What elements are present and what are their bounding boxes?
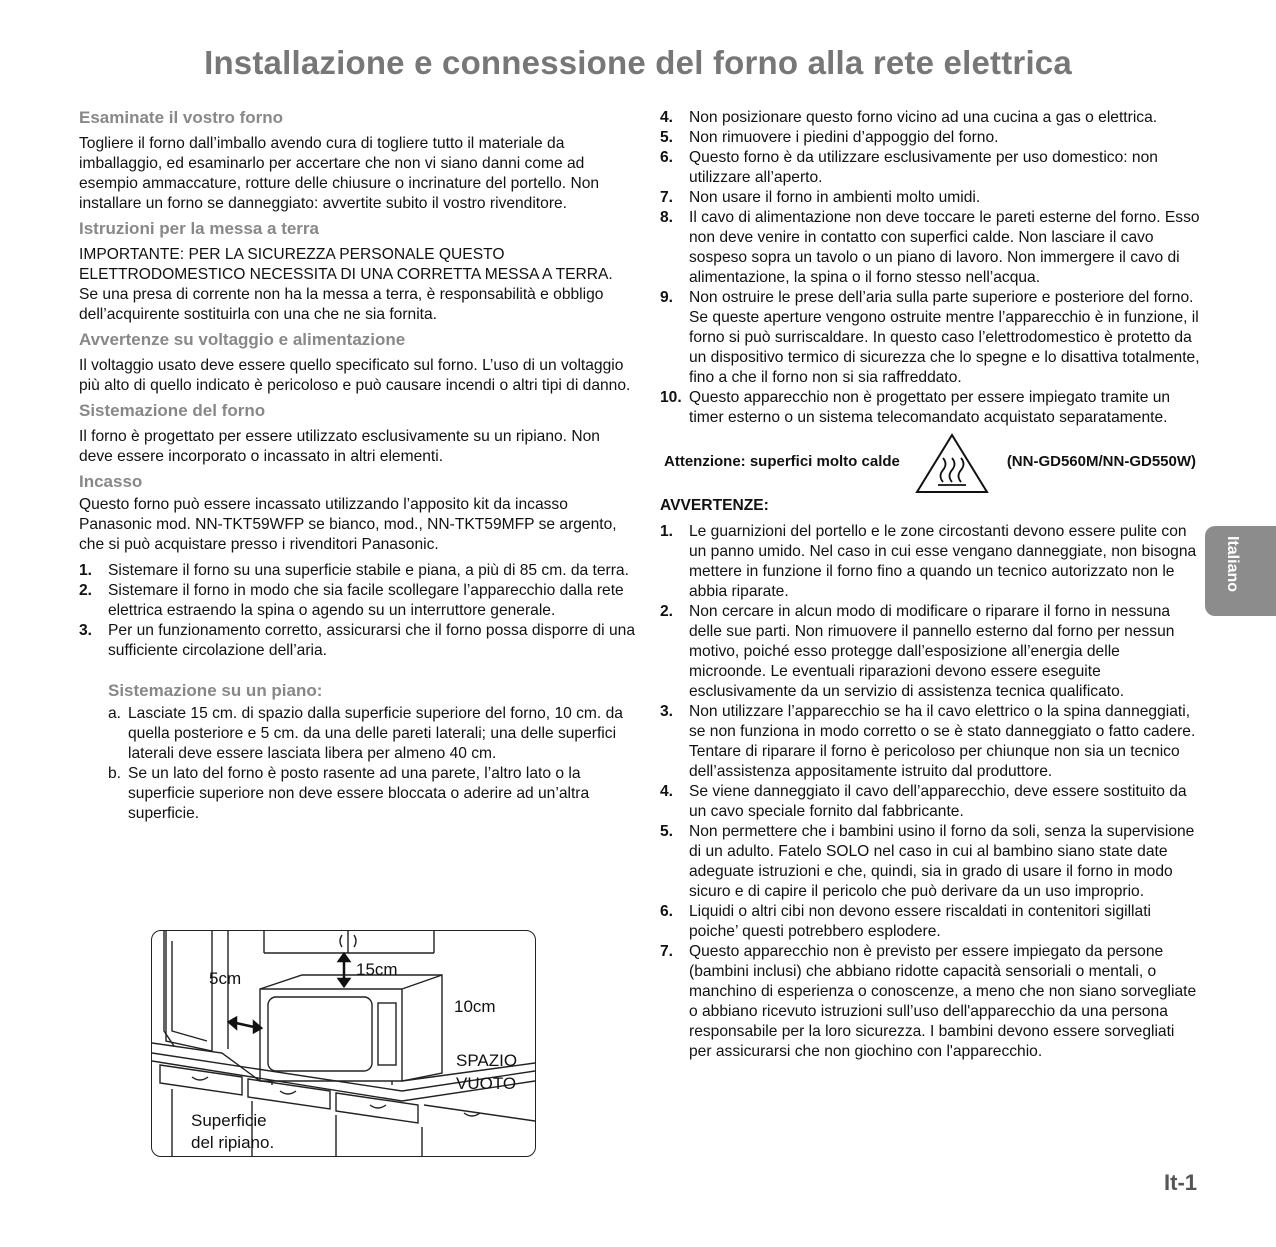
heading-examine: Esaminate il vostro forno (79, 108, 284, 127)
left-column (79, 108, 637, 824)
text-placement: Il forno è progettato per essere utilizzato esclusivamente su un ripiano. Non deve essere incorporato o incassato in altri elementi. (79, 428, 600, 465)
installation-illustration (151, 930, 536, 1157)
language-tab (1205, 526, 1276, 616)
label-vuoto: VUOTO (456, 1074, 517, 1093)
right-column (660, 108, 1200, 1062)
page-title: Installazione e connessione del forno alla rete elettrica (204, 44, 1072, 81)
section-builtin (79, 472, 637, 661)
list-item: 2. Sistemare il forno in modo che sia facile scollegare l’apparecchio dalla rete elettrica estraendo la spina o agendo su un interruttore generale. (79, 582, 624, 619)
list-item: 9. Non ostruire le prese dell’aria sulla parte superiore e posteriore del forno. Se queste aperture vengono ostruite mentre l’apparecchio è in funzione, il forno si può surriscaldare. In questo caso l’elettrodomestico è protetto da un dispositivo termico di sicurezza che lo spegne e lo disattiva totalmente, fino a che il forno non si sia raffreddato. (660, 289, 1200, 386)
label-spazio: SPAZIO (456, 1051, 518, 1070)
countertop-list (108, 704, 637, 824)
heading-voltage: Avvertenze su voltaggio e alimentazione (79, 330, 406, 349)
list-item: 1. Le guarnizioni del portello e le zone circostanti devono essere pulite con un panno umido. Nel caso in cui esse vengano danneggiate, non bisogna mettere in funzione il forno fino a quando un tecnico autorizzato non le abbia riparate. (660, 523, 1197, 600)
list-item: b. Se un lato del forno è posto rasente ad una parete, l’altro lato o la superficie superiore non deve essere bloccata o aderire ad un’altra superficie. (108, 765, 590, 822)
list-item: 4. Non posizionare questo forno vicino ad una cucina a gas o elettrica. (660, 109, 1158, 126)
list-item: 1. Sistemare il forno su una superficie stabile e piana, a più di 85 cm. da terra. (79, 562, 629, 579)
label-5cm: 5cm (209, 969, 242, 988)
list-item: 10. Questo apparecchio non è progettato per essere impiegato tramite un timer esterno o un sistema telecomandato acquistato separatamente. (660, 389, 1171, 426)
label-ripiano: del ripiano. (191, 1133, 275, 1152)
list-item: 2. Non cercare in alcun modo di modificare o riparare il forno in nessuna delle sue parti. Non rimuovere il pannello esterno dal forno per nessun motivo, poiché esso protegge dall’esposizione all’energia delle microonde. Le eventuali riparazioni devono essere eseguite esclusivamente da un servizio di assistenza tecnica qualificato. (660, 603, 1175, 700)
section-voltage (79, 330, 637, 396)
list-item: 3. Per un funzionamento corretto, assicurarsi che il forno possa disporre di una sufficiente circolazione dell’aria. (79, 622, 635, 659)
label-10cm: 10cm (454, 997, 496, 1016)
warnings-heading: AVVERTENZE: (660, 497, 769, 514)
list-item: 3. Non utilizzare l’apparecchio se ha il cavo elettrico o la spina danneggiati, se non funziona in modo corretto o se è stato danneggiato o fatto cadere. Tentare di riparare il forno è pericoloso per chiunque non sia un tecnico dell’assistenza appositamente istruito dal produttore. (660, 703, 1196, 780)
label-superficie: Superficie (191, 1111, 267, 1130)
list-item: 5. Non rimuovere i piedini d’appoggio del forno. (660, 129, 999, 146)
list-item: 8. Il cavo di alimentazione non deve toccare le pareti esterne del forno. Esso non deve venire in contatto con superfici calde. Non lasciare il cavo sospeso sopra un tavolo o un piano di lavoro. Non immergere il cavo di alimentazione, la spina o il forno stesso nell’acqua. (660, 209, 1200, 286)
list-item: 5. Non permettere che i bambini usino il forno da soli, senza la supervisione di un adulto. Fatelo SOLO nel caso in cui al bambino siano state date adeguate istruzioni e che, quindi, sia in grado di usare il forno in modo sicuro e di capire il pericolo che può derivare da un uso improprio. (660, 823, 1195, 900)
text-examine: Togliere il forno dall’imballo avendo cura di togliere tutto il materiale da imballaggio, ed esaminarlo per accertare che non vi siano danni come ad esempio ammaccature, rotture delle chiusure o incrinature del portello. Non installare un forno se danneggiato: avvertite subito il vostro rivenditore. (79, 135, 600, 212)
list-item: 6. Liquidi o altri cibi non devono essere riscaldati in contenitori sigillati poiche’ questi potrebbero esplodere. (660, 903, 1151, 940)
heading-placement: Sistemazione del forno (79, 401, 266, 420)
text-voltage: Il voltaggio usato deve essere quello specificato sul forno. L’uso di un voltaggio più alto di quello indicato è pericoloso e può causare incendi o altri tipi di danno. (79, 357, 631, 394)
heading-grounding: Istruzioni per la messa a terra (79, 219, 319, 238)
list-item: 7. Questo apparecchio non è previsto per essere impiegato da persone (bambini inclusi) che abbiano ridotte capacità sensoriali o mentali, o manchino di esperienza o conoscenze, a meno che non siano sorvegliate o abbiano ricevuto istruzioni sull’uso dell'apparecchio da una persona responsabile per la loro sicurezza. I bambini devono essere sorvegliati per assicurarsi che non giochino con l'apparecchio. (660, 943, 1197, 1060)
attention-label: Attenzione: superfici molto calde (664, 453, 900, 470)
section-grounding (79, 219, 637, 325)
section-placement (79, 401, 637, 467)
text-builtin: Questo forno può essere incassato utilizzando l’apposito kit da incasso Panasonic mod. NN-TKT59WFP se bianco, mod., NN-TKT59MFP se argento, che si può acquistare presso i rivenditori Panasonic. (79, 496, 617, 553)
section-examine (79, 108, 637, 214)
hot-surface-icon (914, 432, 990, 496)
list-item: a. Lasciate 15 cm. di spazio dalla superficie superiore del forno, 10 cm. da quella posteriore e 5 cm. da una delle pareti laterali; una delle superfici laterali deve essere lasciata libera per almeno 40 cm. (108, 705, 623, 762)
list-item: 4. Se viene danneggiato il cavo dell’apparecchio, deve essere sostituito da un cavo speciale fornito dal fabbricante. (660, 783, 1187, 820)
list-item: 7. Non usare il forno in ambienti molto umidi. (660, 189, 981, 206)
page-number: It-1 (1164, 1170, 1197, 1195)
safety-list (660, 108, 1200, 428)
text-grounding-important: IMPORTANTE: PER LA SICUREZZA PERSONALE QUESTO ELETTRODOMESTICO NECESSITA DI UNA CORRETTA MESSA A TERRA. (79, 246, 613, 283)
language-tab-label: Italiano (1224, 536, 1241, 593)
list-item: 6. Questo forno è da utilizzare esclusivamente per uso domestico: non utilizzare all’aperto. (660, 149, 1158, 186)
section-countertop (108, 681, 637, 824)
placement-list (79, 561, 637, 661)
warnings-list (660, 522, 1200, 1062)
model-numbers: (NN-GD560M/NN-GD550W) (1006, 453, 1196, 470)
heading-builtin: Incasso (79, 472, 143, 491)
hot-surface-warning (660, 432, 1200, 496)
label-15cm: 15cm (356, 960, 398, 979)
text-grounding: Se una presa di corrente non ha la messa a terra, è responsabilità e obbligo dell’acquirente sostituirla con una che ne sia fornita. (79, 286, 604, 323)
heading-countertop: Sistemazione su un piano: (108, 681, 323, 700)
